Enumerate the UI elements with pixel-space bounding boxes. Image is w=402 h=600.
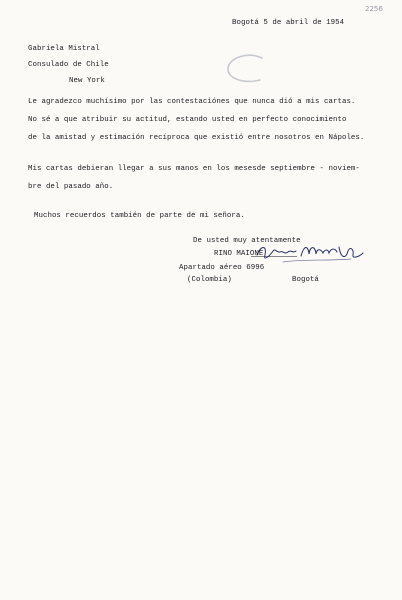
closing-salutation: De usted muy atentamente	[193, 237, 301, 245]
address-line: Apartado aéreo 6996	[179, 264, 265, 272]
paragraph-2-line-1: Mis cartas debieran llegar a sus manos en los mesesde septiembre - noviem-	[28, 165, 360, 173]
paragraph-1-line-3: de la amistad y estimación recíproca que existió entre nosotros en Nápoles.	[28, 134, 365, 142]
recipient-name: Gabriela Mistral	[28, 45, 100, 53]
recipient-office: Consulado de Chile	[28, 61, 109, 69]
signature-name: RINO MAIONE	[214, 250, 264, 258]
date-line: Bogotá 5 de abril de 1954	[232, 19, 345, 27]
paragraph-1-line-2: No sé a que atribuir su actitud, estando usted en perfecto conocimiento	[28, 116, 347, 124]
archive-number: 2256	[365, 5, 383, 13]
paragraph-1-line-1: Le agradezco muchísimo por las contestaciónes que nunca dió a mis cartas.	[28, 98, 356, 106]
address-country: (Colombia)	[187, 276, 232, 284]
address-city: Bogotá	[292, 276, 319, 284]
pencil-mark	[222, 52, 268, 86]
paragraph-3-line-1: Muchos recuerdos también de parte de mi señora.	[34, 212, 245, 220]
handwritten-signature	[253, 237, 367, 271]
paragraph-2-line-2: bre del pasado año.	[28, 183, 114, 191]
recipient-city: New York	[69, 77, 105, 85]
